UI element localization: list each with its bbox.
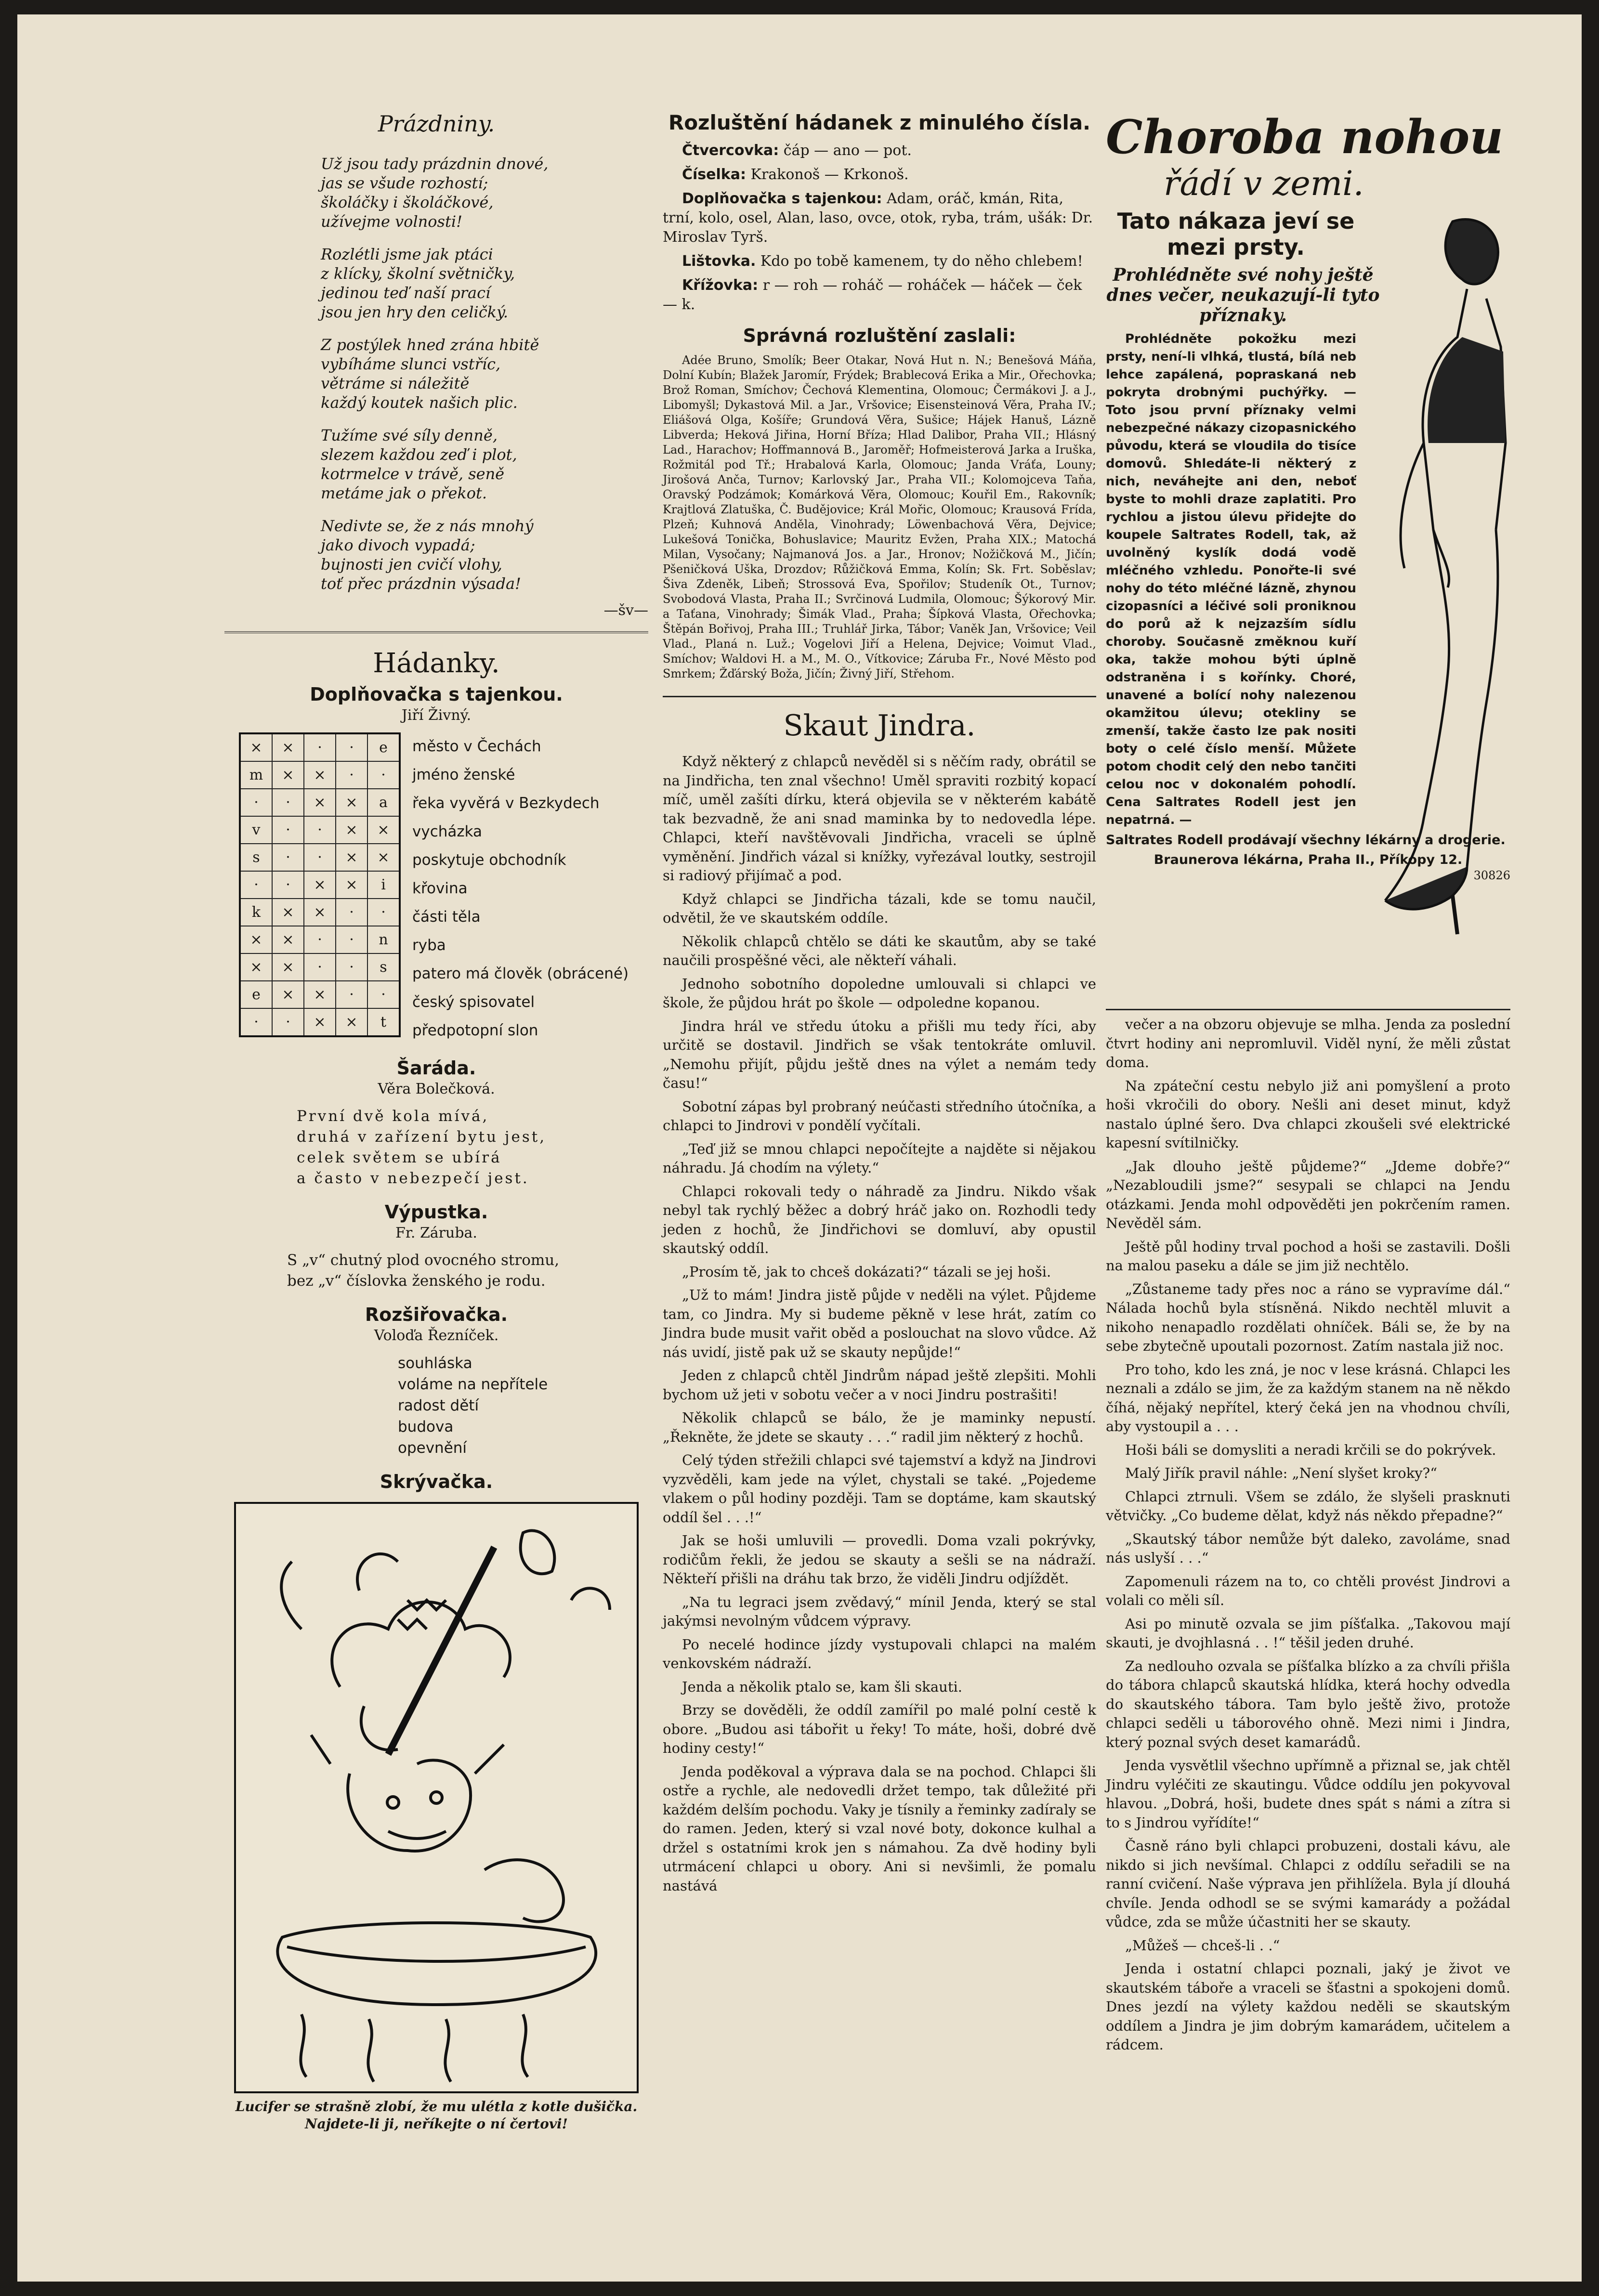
answers-title: Rozluštění hádanek z minulého čísla. bbox=[668, 111, 1091, 134]
rozsirovacka-lines bbox=[398, 1353, 648, 1459]
story-paragraph: Po necelé hodince jízdy vystupovali chlapci na malém venkovském nádraží. bbox=[663, 1636, 1096, 1671]
answer-label: Lištovka. bbox=[682, 253, 756, 270]
rozsirovacka-line: budova bbox=[398, 1418, 454, 1435]
story-body-part1 bbox=[663, 752, 1096, 1895]
story-paragraph: Jenda i ostatní chlapci poznali, jaký je život ve skautském táboře a vraceli se šťastni a spokojeni domů. Dnes jezdí na výlety každou neděli se skautským oddílem a Jindra je jim dobrým kamarádem, učitelem a rádcem. bbox=[1106, 1960, 1510, 2053]
story-title: Skaut Jindra. bbox=[783, 709, 976, 743]
grid-row bbox=[240, 733, 400, 761]
ad-question: Tato nákaza jeví se mezi prsty. bbox=[1117, 208, 1355, 260]
story-paragraph: „Prosím tě, jak to chceš dokázati?“ tázali se jej hoši. bbox=[682, 1263, 1051, 1280]
crossword-clue: patero má člověk (obrácené) bbox=[412, 965, 629, 982]
grid-cell: s bbox=[367, 953, 400, 981]
grid-cell: × bbox=[240, 926, 272, 953]
grid-cell: a bbox=[367, 789, 400, 816]
grid-cell: · bbox=[304, 844, 336, 871]
story-paragraph: Chlapci ztrnuli. Všem se zdálo, že slyšeli prasknuti větvičky. „Co budeme dělat, když nás někdo přepadne?“ bbox=[1106, 1488, 1510, 1524]
grid-row bbox=[240, 1008, 400, 1036]
story-paragraph: Pro toho, kdo les zná, je noc v lese krásná. Chlapci les neznali a zdálo se jim, že za každým stanem na ně někdo číhá, nějaký nepřítel, který čeká jen na vhodnou chvíli, aby vystoupil a . . . bbox=[1106, 1361, 1510, 1435]
grid-cell: e bbox=[240, 981, 272, 1008]
story-paragraph: Časně ráno byli chlapci probuzeni, dostali kávu, ale nikdo si jich nevšímal. Chlapci z oddílu seřadili se na ranní cvičení. Naše výprava jen přihlížela. Byla jí dlouhá chvíle. Jenda odhodl se se svými kamarády a požádal vůdce, zda se může účastniti her se skauty. bbox=[1106, 1838, 1510, 1930]
crossword-clue: křovina bbox=[412, 880, 468, 897]
grid-cell: s bbox=[240, 844, 272, 871]
grid-cell: · bbox=[272, 871, 304, 899]
sarada-line: První dvě kola mívá, bbox=[297, 1108, 489, 1125]
story-paragraph: „Už to mám! Jindra jistě půjde v neděli na výlet. Půjdeme tam, co Jindra. My si budeme pěkně v lese hrát, zatím co Jindra bude musit vařit oběd a poslouchat na slovo vůdce. Až nás uvidí, jistě pak už se skauty nepůjde!“ bbox=[663, 1287, 1096, 1360]
answer-item bbox=[663, 141, 1096, 160]
grid-cell: × bbox=[304, 871, 336, 899]
skryvacka-caption: Lucifer se strašně zlobí, že mu ulétla z kotle dušička. Najdete-li ji, neříkejte o ní čertovi! bbox=[235, 2099, 638, 2132]
story-paragraph: Za nedlouho ozvala se píšťalka blízko a za chvíli přišla do tábora chlapců skautská hlídka, která hochy odvedla do skautského tábora. Tam bylo ještě živo, protože chlapci seděli u táborového ohně. Mezi nimi i Jindra, který poznal svých deset kamarádů. bbox=[1106, 1657, 1510, 1750]
grid-cell: × bbox=[240, 953, 272, 981]
newspaper-page bbox=[17, 14, 1582, 2282]
story-body-part2 bbox=[1106, 1015, 1510, 2055]
devil-cauldron-drawing bbox=[236, 1504, 637, 2091]
crossword-clue: vycházka bbox=[412, 823, 483, 840]
sarada-line: druhá v zařízení bytu jest, bbox=[297, 1128, 547, 1146]
sarada-line: a často v nebezpečí jest. bbox=[297, 1170, 529, 1187]
grid-row bbox=[240, 899, 400, 926]
grid-row bbox=[240, 926, 400, 953]
grid-cell: · bbox=[304, 953, 336, 981]
sarada-line: celek světem se ubírá bbox=[297, 1149, 502, 1166]
sarada-text bbox=[297, 1106, 648, 1189]
divider bbox=[224, 631, 648, 633]
ad-footer-pharmacy: Braunerova lékárna, Praha II., Příkopy 12. bbox=[1153, 852, 1463, 867]
story-paragraph: Malý Jiřík pravil náhle: „Není slyšet kroky?“ bbox=[1125, 1465, 1438, 1481]
answer-text: r — roh — roháč — roháček — háček — ček — k. bbox=[663, 277, 1082, 313]
answer-text: Krakonoš — Krkonoš. bbox=[750, 166, 909, 183]
story-paragraph: Několik chlapců se bálo, že je maminky nepustí. „Řekněte, že jdete se skauty . . .“ radil jim některý z hochů. bbox=[663, 1409, 1096, 1445]
devil-illustration bbox=[234, 1502, 639, 2093]
story-paragraph: „Můžeš — chceš-li . .“ bbox=[1125, 1937, 1280, 1954]
grid-cell: × bbox=[304, 1008, 336, 1036]
story-paragraph: Jindra hrál ve středu útoku a přišli mu tedy říci, aby určitě se dostavil. Jindřich se však tentokráte omluvil. „Nemohu přijít, půjdu ještě dnes na výlet a nemám tedy času!“ bbox=[663, 1018, 1096, 1091]
vypustka-line: S „v“ chutný plod ovocného stromu, bbox=[287, 1252, 560, 1269]
story-paragraph: Když chlapci se Jindřicha tázali, kde se tomu naučil, odvětil, že ve skautském oddíle. bbox=[663, 890, 1096, 926]
vypustka-title: Výpustka. bbox=[384, 1201, 488, 1223]
rozsirovacka-title: Rozšiřovačka. bbox=[365, 1304, 508, 1325]
poem-stanza: Tužíme své síly denně, slezem každou zeď i plot, kotrmelce v trávě, seně metáme jak o překot. bbox=[321, 426, 517, 502]
sarada-title: Šaráda. bbox=[396, 1057, 476, 1079]
poem-signature: —šv— bbox=[603, 602, 648, 619]
rozsirovacka-line: radost dětí bbox=[398, 1397, 479, 1414]
grid-cell: k bbox=[240, 899, 272, 926]
poem-body bbox=[321, 154, 648, 593]
middle-column bbox=[663, 111, 1096, 1900]
story-paragraph: Několik chlapců chtělo se dáti ke skautům, aby se také naučili prospěšné věci, ale někteří váhali. bbox=[663, 933, 1096, 968]
answer-label: Čtvercovka: bbox=[682, 142, 779, 159]
grid-cell: · bbox=[336, 926, 367, 953]
grid-cell: · bbox=[367, 761, 400, 789]
story-paragraph: Jenda vysvětlil všechno upřímně a přiznal se, jak chtěl Jindru vyléčiti ze skautingu. Vůdce oddílu jen pokyvoval hlavou. „Dobrá, hoši, budete dnes spát s námi a zítra si to s Jindrou vyřídíte!“ bbox=[1106, 1757, 1510, 1831]
story-paragraph: „Na tu legraci jsem zvědavý,“ mínil Jenda, který se stal jakýmsi nevolným vůdcem výpravy. bbox=[663, 1593, 1096, 1629]
story-continued-column bbox=[1106, 1009, 1510, 2059]
grid-cell: · bbox=[272, 789, 304, 816]
grid-cell: · bbox=[367, 981, 400, 1008]
grid-cell: × bbox=[304, 789, 336, 816]
grid-cell: · bbox=[336, 733, 367, 761]
grid-cell: × bbox=[304, 899, 336, 926]
story-paragraph: „Skautský tábor nemůže být daleko, zavoláme, snad nás uslyší . . .“ bbox=[1106, 1530, 1510, 1566]
woman-leg-illustration bbox=[1376, 193, 1510, 944]
poem-stanza: Z postýlek hned zrána hbitě vybíháme slunci vstříc, větráme si náležitě každý koutek našich plic. bbox=[321, 336, 539, 412]
crossword-clue: poskytuje obchodník bbox=[412, 851, 566, 869]
poem-stanza: Už jsou tady prázdnin dnové, jas se všude rozhostí; školáčky i školáčkové, užívejme volnosti! bbox=[321, 155, 549, 231]
grid-cell: · bbox=[272, 1008, 304, 1036]
solvers-list: Adée Bruno, Smolík; Beer Otakar, Nová Hut n. N.; Benešová Máňa, Dolní Kubín; Blažek Jaromír, Frýdek; Brablecová Erika a Mir., Ořechovka; Brož Roman, Smíchov; Čechová Klementina, Olomouc; Čermákovi J. a J., Libomyšl; Dykastová Mil. a Jar., Vršovice; Eisensteinová Věra, Praha IV.; Eliášová Olga, Košíře; Grundová Věra, Sušice; Hájek Hanuš, Lázně Libverda; Heková Jiřina, Horní Bříza; Hlad Dalibor, Praha VII.; Hlásný Lad., Harachov; Hoffmannová B., Jaroměř; Hofmeisterová Jarka a Iruška, Rožmitál pod Tř.; Hrabalová Karla, Olomouc; Janda Vráťa, Louny; Jirošová Anča, Turnov; Karlovský Jar., Praha VII.; Kolomojceva Taňa, Oravský Podzámok; Komárková Věra, Olomouc; Kouřil Em., Rakovník; Krajtlová Zlatuška, Č. Budějovice; Král Mořic, Olomouc; Krausová Frída, Plzeň; Kuhnová Anděla, Vinohrady; Löwenbachová Věra, Dejvice; Lukešová Tonička, Bohuslavice; Mauritz Evžen, Praha XIX.; Matochá Milan, Vysočany; Najmanová Jos. a Jar., Hronov; Nožičková M., Jičín; Pšeničková Uška, Drozdov; Růžičková Emma, Kolín; Sk. Frt. Soběslav; Šiva Zdeněk, Libeň; Strossová Eva, Spořilov; Studeník Ot., Turnov; Svobodová Vlasta, Praha II.; Svrčinová Ludmila, Olomouc; Šýkorový Mir. a Taťana, Vinohrady; Šimák Vlad., Praha; Šípková Vlasta, Ořechovka; Štěpán Bořivoj, Praha III.; Truhlář Jirka, Tábor; Vaněk Jan, Vršovice; Veil Vlad., Planá n. Luž.; Vogelovi Jiří a Helena, Dejvice; Voimut Vlad., Smíchov; Waldovi H. a M., M. O., Vítkovice; Záruba Fr., Nové Město pod Smrkem; Žďárský Boža, Jičín; Živný Jiří, Střehom. bbox=[663, 353, 1096, 680]
grid-cell: × bbox=[272, 761, 304, 789]
grid-cell: × bbox=[336, 871, 367, 899]
divider bbox=[1106, 1009, 1510, 1010]
grid-cell: · bbox=[336, 953, 367, 981]
story-paragraph: Jenda a několik ptalo se, kam šli skauti. bbox=[682, 1678, 962, 1695]
grid-cell: · bbox=[367, 899, 400, 926]
grid-cell: × bbox=[336, 1008, 367, 1036]
rozsirovacka-line: voláme na nepřítele bbox=[398, 1376, 548, 1393]
story-paragraph: Jednoho sobotního dopoledne umlouvali si chlapci ve škole, že půjdou hrát po škole — odpoledne kopanou. bbox=[663, 975, 1096, 1011]
answer-text: Adam, oráč, kmán, Rita, trní, kolo, osel, Alan, laso, ovce, otok, ryba, trám, ušák: Dr. Miroslav Tyrš. bbox=[663, 190, 1093, 246]
poem-title: Prázdniny. bbox=[378, 111, 495, 137]
grid-cell: × bbox=[304, 981, 336, 1008]
grid-cell: v bbox=[240, 816, 272, 844]
grid-row bbox=[240, 789, 400, 816]
grid-cell: t bbox=[367, 1008, 400, 1036]
story-paragraph: Jenda poděkoval a výprava dala se na pochod. Chlapci šli ostře a rychle, ale nedovedli držet tempo, tak důležité při každém delším pochodu. Vaky je tísnily a řeminky zadíraly se do ramen. Jeden, který si vzal nové boty, dokonce kulhal a držel s ostatními krok jen s námahou. Za dvě hodiny byli utrmácení chlapci u obory. Ani si nevšimli, že pomalu nastává bbox=[663, 1763, 1096, 1894]
doplnovacka-author: Jiří Živný. bbox=[401, 707, 472, 724]
ad-subtitle: řádí v zemi. bbox=[1164, 164, 1364, 203]
grid-cell: n bbox=[367, 926, 400, 953]
crossword-clue: ryba bbox=[412, 937, 446, 954]
grid-cell: m bbox=[240, 761, 272, 789]
grid-cell: · bbox=[272, 844, 304, 871]
story-paragraph: Zapomenuli rázem na to, co chtěli provést Jindrovi a volali co měli síl. bbox=[1106, 1573, 1510, 1608]
story-paragraph: Asi po minutě ozvala se jim píšťalka. „Takovou mají skauti, je dvojhlasná . . !“ těšil jeden druhé. bbox=[1106, 1615, 1510, 1651]
rozsirovacka-line: souhláska bbox=[398, 1355, 472, 1372]
grid-cell: e bbox=[367, 733, 400, 761]
answer-item bbox=[663, 276, 1096, 314]
grid-row bbox=[240, 816, 400, 844]
vypustka-author: Fr. Záruba. bbox=[395, 1225, 477, 1241]
solvers-title: Správná rozluštění zaslali: bbox=[743, 325, 1016, 346]
grid-cell: × bbox=[304, 761, 336, 789]
ad-column bbox=[1106, 111, 1510, 882]
grid-cell: · bbox=[304, 926, 336, 953]
grid-cell: × bbox=[272, 926, 304, 953]
grid-cell: × bbox=[336, 844, 367, 871]
crossword-clue: řeka vyvěrá v Bezkydech bbox=[412, 795, 600, 812]
grid-cell: · bbox=[336, 899, 367, 926]
crossword-clue: jméno ženské bbox=[412, 766, 515, 783]
poem-stanza: Nedivte se, že z nás mnohý jako divoch vypadá; bujnosti jen cvičí vlohy, toť přec prázdnin výsada! bbox=[321, 517, 534, 593]
story-paragraph: Sobotní zápas byl probraný neúčasti středního útočníka, a chlapci to Jindrovi v pondělí vyčítali. bbox=[663, 1098, 1096, 1134]
ad-title: Choroba nohou bbox=[1106, 110, 1504, 164]
answer-text: čáp — ano — pot. bbox=[783, 142, 912, 159]
story-paragraph: Jak se hoši umluvili — provedli. Doma vzali pokrývky, rodičům řekli, že jedou se skauty a sešli se na nádraží. Někteří přišli na dráhu tak brzo, že viděli Jindru odjíždět. bbox=[663, 1532, 1096, 1587]
grid-cell: × bbox=[272, 953, 304, 981]
ad-body: Prohlédněte pokožku mezi prsty, není-li vlhká, tlustá, bílá neb lehce zapálená, popraskaná neb pokryta drobnými puchýřky. — Toto jsou první příznaky velmi nebezpečné nákazy cizopasnického původu, která se vloudila do tisíce domovů. Shledáte-li některý z nich, neváhejte ani den, neboť byste to mohli draze zaplatiti. Pro rychlou a jistou úlevu přidejte do koupele Saltrates Rodell, tak, až uvolněný kyslík dodá vodě mléčného vzhledu. Ponořte-li své nohy do této mléčné lázně, zhynou cizopasníci a léčivé soli proniknou do porů až k nejzazším sídlu choroby. Současně změknou kuří oka, takže mohou býti úplně odstraněna i s kořínky. Choré, unavené a bolící nohy nalezenou okamžitou úlevu; otekliny se zmenší, takže často lze pak nositi boty o celé číslo menší. Můžete potom chodit celý den nebo tančiti celou noc v dokonalém pohodlí. Cena Saltrates Rodell jest jen nepatrná. — bbox=[1106, 332, 1356, 827]
grid-cell: × bbox=[272, 899, 304, 926]
divider bbox=[663, 696, 1096, 697]
grid-cell: · bbox=[304, 733, 336, 761]
ad-footer-stores: Saltrates Rodell prodávají všechny lékárny a drogerie. bbox=[1106, 833, 1506, 848]
vypustka-text bbox=[287, 1250, 648, 1292]
answer-text: Kdo po tobě kamenem, ty do něho chlebem! bbox=[760, 253, 1083, 270]
grid-row bbox=[240, 953, 400, 981]
left-column bbox=[224, 111, 648, 2133]
story-paragraph: „Jak dlouho ještě půjdeme?“ „Jdeme dobře?“ „Nezabloudili jsme?“ sesypali se chlapci na Jendu otázkami. Jenda mohl odpověděti jen pokrčením ramen. Nevěděl sám. bbox=[1106, 1158, 1510, 1231]
story-paragraph: Na zpáteční cestu nebylo již ani pomyšlení a proto hoši vkročili do obory. Nešli ani deset minut, když nastalo úplné šero. Dva chlapci zkoušeli své elektrické kapesní svítilničky. bbox=[1106, 1077, 1510, 1151]
grid-cell: · bbox=[240, 1008, 272, 1036]
crossword-clue: český spisovatel bbox=[412, 993, 535, 1011]
story-paragraph: „Teď již se mnou chlapci nepočítejte a najděte si nějakou náhradu. Já chodím na výlety.“ bbox=[663, 1140, 1096, 1176]
grid-row bbox=[240, 981, 400, 1008]
grid-cell: i bbox=[367, 871, 400, 899]
skryvacka-title: Skrývačka. bbox=[380, 1471, 493, 1492]
grid-cell: · bbox=[336, 981, 367, 1008]
crossword-clue: předpotopní slon bbox=[412, 1022, 538, 1039]
story-paragraph: Chlapci rokovali tedy o náhradě za Jindru. Nikdo však nebyl tak rychlý běžec a dobrý hráč jako on. Rozhodli tedy jeden z hochů, že Jindřichovi se domluví, aby opustil skautský oddíl. bbox=[663, 1183, 1096, 1256]
story-paragraph: Jeden z chlapců chtěl Jindrům nápad ještě zlepšiti. Mohli bychom už jeti v sobotu večer a v noci Jindru postrašiti! bbox=[663, 1367, 1096, 1403]
riddles-heading: Hádanky. bbox=[373, 648, 500, 679]
rozsirovacka-author: Voloďa Řezníček. bbox=[374, 1327, 499, 1344]
answers-list bbox=[663, 141, 1096, 314]
ad-prompt: Prohlédněte své nohy ještě dnes večer, neukazují-li tyto příznaky. bbox=[1106, 265, 1380, 326]
story-paragraph: Celý týden střežili chlapci své tajemství a když na Jindrovi vyzvěděli, kam jede na výlet, chystali se také. „Pojedeme vlakem o půl hodiny později. Tam se doptáme, kam skautský oddíl šel . . .!“ bbox=[663, 1452, 1096, 1526]
grid-cell: · bbox=[240, 789, 272, 816]
ad-code: 30826 bbox=[1473, 869, 1510, 882]
rozsirovacka-line: opevnění bbox=[398, 1439, 467, 1457]
grid-row bbox=[240, 871, 400, 899]
grid-cell: × bbox=[336, 789, 367, 816]
story-paragraph: večer a na obzoru objevuje se mlha. Jenda za poslední čtvrt hodiny ani nepromluvil. Viděl nyní, že měli zůstat doma. bbox=[1106, 1016, 1510, 1070]
crossword-clue: části těla bbox=[412, 908, 481, 926]
grid-cell: · bbox=[304, 816, 336, 844]
story-paragraph: „Zůstaneme tady přes noc a ráno se vypravíme dál.“ Nálada hochů byla stísněná. Nikdo nechtěl mluvit a nikoho nenapadlo rozdělati ohníček. Báli se, že by na sebe zbytečně upoutali pozornost. Zatím nastala již noc. bbox=[1106, 1280, 1510, 1354]
grid-cell: × bbox=[336, 816, 367, 844]
grid-cell: × bbox=[240, 733, 272, 761]
answer-label: Číselka: bbox=[682, 166, 746, 183]
crossword-clues bbox=[412, 732, 629, 1045]
story-paragraph: Brzy se dověděli, že oddíl zamířil po malé polní cestě k obore. „Budou asi tábořit u řeky! To máte, hoši, dobré dvě hodiny cesty!“ bbox=[663, 1702, 1096, 1756]
story-paragraph: Hoši báli se domysliti a neradi krčili se do pokrývek. bbox=[1125, 1441, 1496, 1458]
sarada-author: Věra Bolečková. bbox=[378, 1081, 495, 1097]
poem-stanza: Rozlétli jsme jak ptáci z klícky, školní světničky, jedinou teď naší prací jsou jen hry den celičký. bbox=[321, 245, 515, 321]
grid-cell: × bbox=[367, 844, 400, 871]
grid-cell: × bbox=[272, 733, 304, 761]
crossword-clue: město v Čechách bbox=[412, 738, 541, 755]
grid-cell: · bbox=[272, 816, 304, 844]
answer-label: Křížovka: bbox=[682, 277, 759, 294]
vypustka-line: bez „v“ číslovka ženského je rodu. bbox=[287, 1272, 546, 1290]
grid-row bbox=[240, 761, 400, 789]
story-paragraph: Ještě půl hodiny trval pochod a hoši se zastavili. Došli na malou paseku a dále se jim již nechtělo. bbox=[1106, 1238, 1510, 1274]
story-paragraph: Když některý z chlapců nevěděl si s něčím rady, obrátil se na Jindřicha, ten znal všechno! Uměl spraviti rozbitý kopací míč, uměl zašíti dírku, která objevila se v některém kabátě tak bezvadně, že ani snad maminka by to nedovedla lépe. Chlapci, kteří navštěvovali Jindřicha, vraceli se úplně vyměnění. Jindřich vázal si knížky, vyřezával loutky, sestrojil si radiový přijímač a pod. bbox=[663, 753, 1096, 884]
answer-item bbox=[663, 189, 1096, 247]
grid-cell: · bbox=[240, 871, 272, 899]
grid-row bbox=[240, 844, 400, 871]
grid-cell: × bbox=[367, 816, 400, 844]
grid-cell: · bbox=[336, 761, 367, 789]
doplnovacka-title: Doplňovačka s tajenkou. bbox=[310, 684, 563, 705]
grid-cell: × bbox=[272, 981, 304, 1008]
crossword-grid bbox=[239, 732, 401, 1037]
answer-label: Doplňovačka s tajenkou: bbox=[682, 190, 882, 207]
crossword-block bbox=[224, 732, 648, 1045]
answer-item bbox=[663, 252, 1096, 271]
answer-item bbox=[663, 165, 1096, 184]
